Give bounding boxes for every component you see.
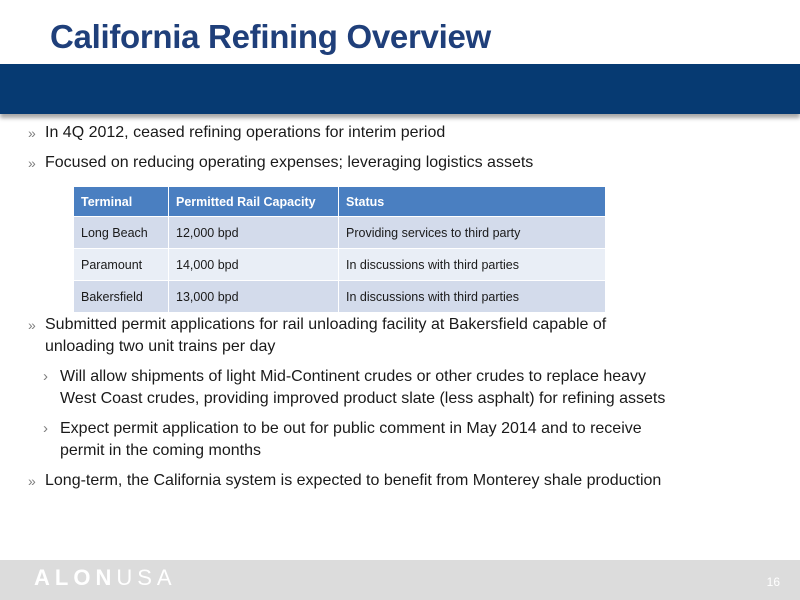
terminal-table	[74, 187, 606, 312]
bullet-text: Submitted permit applications for rail unloading facility at Bakersfield capable of	[45, 316, 607, 333]
table-row	[74, 217, 606, 249]
cell-status: Providing services to third party	[339, 217, 606, 249]
sub-bullet-marker: ›	[43, 420, 48, 437]
column-header-capacity: Permitted Rail Capacity	[169, 187, 339, 217]
sub-bullet-text-cont: West Coast crudes, providing improved product slate (less asphalt) for refining assets	[60, 390, 666, 407]
title-bar	[0, 64, 800, 114]
company-logo	[34, 565, 177, 591]
sub-bullet-text: Will allow shipments of light Mid-Continent crudes or other crudes to replace heavy	[60, 368, 647, 385]
cell-terminal: Paramount	[74, 249, 169, 281]
slide-title: California Refining Overview	[50, 18, 491, 55]
bullet-text: Long-term, the California system is expected to benefit from Monterey shale production	[45, 472, 662, 489]
bullet-text: In 4Q 2012, ceased refining operations for interim period	[45, 124, 446, 141]
sub-bullet-text-cont: permit in the coming months	[60, 442, 261, 459]
cell-terminal: Long Beach	[74, 217, 169, 249]
cell-status: In discussions with third parties	[339, 281, 606, 313]
cell-capacity: 12,000 bpd	[169, 217, 339, 249]
cell-status: In discussions with third parties	[339, 249, 606, 281]
sub-bullet-item	[28, 366, 778, 410]
bullet-marker: »	[28, 317, 36, 333]
bullet-item	[28, 152, 778, 174]
sub-bullet-marker: ›	[43, 368, 48, 385]
cell-terminal: Bakersfield	[74, 281, 169, 313]
sub-bullet-text: Expect permit application to be out for public comment in May 2014 and to receive	[60, 420, 642, 437]
column-header-terminal: Terminal	[74, 187, 169, 217]
table-row	[74, 249, 606, 281]
cell-capacity: 14,000 bpd	[169, 249, 339, 281]
sub-bullet-item	[28, 418, 778, 462]
logo-text-usa: USA	[116, 565, 177, 590]
cell-capacity: 13,000 bpd	[169, 281, 339, 313]
footer-bar	[0, 560, 800, 600]
table-header-row	[74, 187, 606, 217]
bullet-item	[28, 122, 778, 144]
column-header-status: Status	[339, 187, 606, 217]
logo-text-alon: ALON	[34, 565, 117, 590]
bullet-item	[28, 470, 778, 492]
bullet-item	[28, 314, 778, 358]
bullet-marker: »	[28, 473, 36, 489]
table-row	[74, 281, 606, 313]
bullet-text-cont: unloading two unit trains per day	[45, 338, 276, 355]
page-number: 16	[766, 575, 780, 589]
bullet-text: Focused on reducing operating expenses; leveraging logistics assets	[45, 154, 534, 171]
bullet-marker: »	[28, 125, 36, 141]
bullet-marker: »	[28, 155, 36, 171]
